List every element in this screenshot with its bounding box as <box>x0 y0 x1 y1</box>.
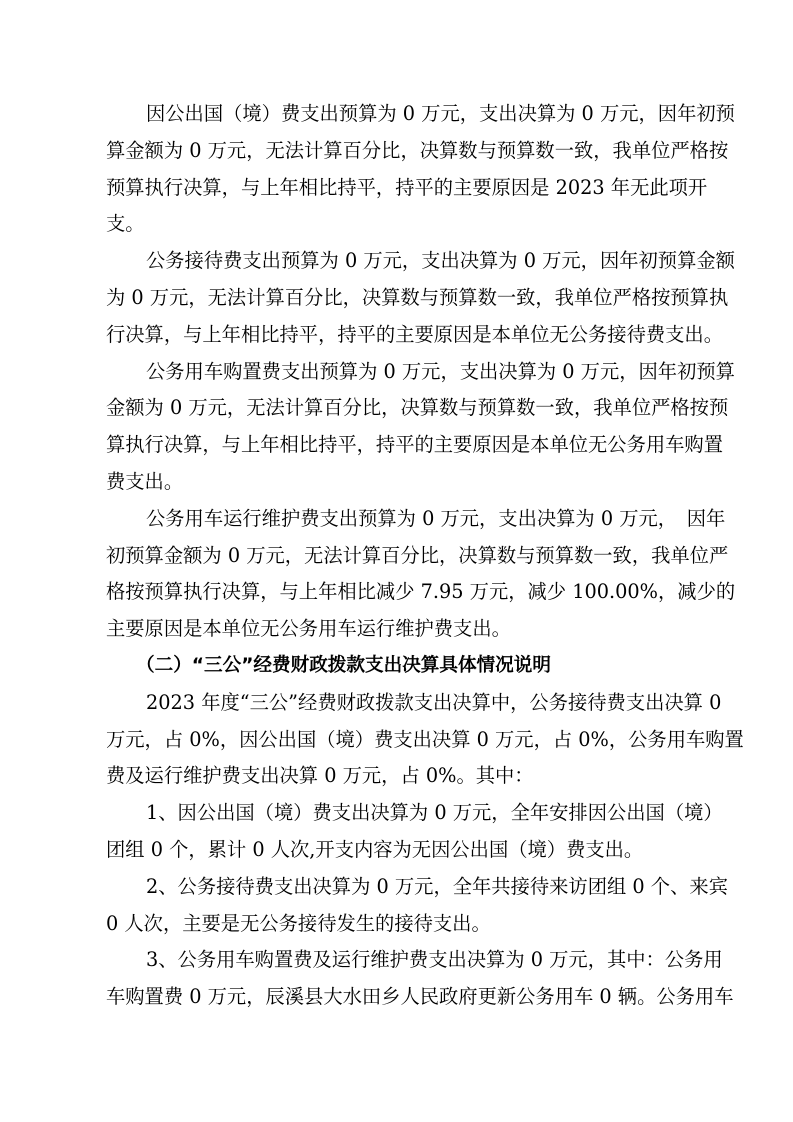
text-line: 公务用车购置费支出预算为 0 万元，支出决算为 0 万元，因年初预算 <box>146 359 735 383</box>
text-line: 算执行决算，与上年相比持平，持平的主要原因是本单位无公务用车购置 <box>106 433 723 457</box>
text-line: 行决算，与上年相比持平，持平的主要原因是本单位无公务接待费支出。 <box>106 322 723 346</box>
text-line: 费支出。 <box>106 469 184 493</box>
paragraph-item-3 <box>106 942 734 1016</box>
text-line: 2、公务接待费支出决算为 0 万元，全年共接待来访团组 0 个、来宾 <box>146 874 728 898</box>
paragraph-vehicle-purchase <box>106 354 735 501</box>
text-line: 3、公务用车购置费及运行维护费支出决算为 0 万元，其中：公务用 <box>146 948 723 972</box>
paragraph-official-reception <box>106 243 735 353</box>
text-line: 1、因公出国（境）费支出决算为 0 万元，全年安排因公出国（境） <box>146 801 723 825</box>
text-line: 主要原因是本单位无公务用车运行维护费支出。 <box>106 617 511 641</box>
section-heading: （二）“三公”经费财政拨款支出决算具体情况说明 <box>136 654 551 676</box>
text-line: 为 0 万元，无法计算百分比，决算数与预算数一致，我单位严格按预算执 <box>106 285 729 309</box>
paragraph-item-1 <box>106 795 723 869</box>
paragraph-section-summary <box>106 685 744 795</box>
text-line: 万元，占 0%，因公出国（境）费支出决算 0 万元，占 0%，公务用车购置 <box>106 727 744 751</box>
paragraph-vehicle-maintenance <box>106 501 736 648</box>
document-body <box>106 96 744 1016</box>
paragraph-outbound-travel <box>106 96 735 243</box>
text-line: 金额为 0 万元，无法计算百分比，决算数与预算数一致，我单位严格按预 <box>106 396 729 420</box>
text-line: 费及运行维护费支出决算 0 万元，占 0%。其中： <box>106 764 534 788</box>
text-line: 0 人次，主要是无公务接待发生的接待支出。 <box>106 911 491 935</box>
text-line: 算金额为 0 万元，无法计算百分比，决算数与预算数一致，我单位严格按 <box>106 138 729 162</box>
text-line: 因公出国（境）费支出预算为 0 万元，支出决算为 0 万元，因年初预 <box>146 102 735 125</box>
text-line: 2023 年度“三公”经费财政拨款支出决算中，公务接待费支出决算 0 <box>146 690 722 714</box>
text-line: 初预算金额为 0 万元，无法计算百分比，决算数与预算数一致，我单位严 <box>106 543 729 567</box>
text-line: 车购置费 0 万元，辰溪县大水田乡人民政府更新公务用车 0 辆。公务用车 <box>106 985 734 1009</box>
text-line: 格按预算执行决算，与上年相比减少 7.95 万元，减少 100.00%，减少的 <box>106 580 736 604</box>
text-line: 团组 0 个，累计 0 人次,开支内容为无因公出国（境）费支出。 <box>106 837 644 861</box>
paragraph-item-2 <box>106 869 728 943</box>
text-line: 公务接待费支出预算为 0 万元，支出决算为 0 万元，因年初预算金额 <box>146 249 735 273</box>
text-line: 公务用车运行维护费支出预算为 0 万元，支出决算为 0 万元， 因年 <box>146 506 726 530</box>
text-line: 支。 <box>106 212 145 236</box>
text-line: 预算执行决算，与上年相比持平，持平的主要原因是 2023 年无此项开 <box>106 175 708 199</box>
